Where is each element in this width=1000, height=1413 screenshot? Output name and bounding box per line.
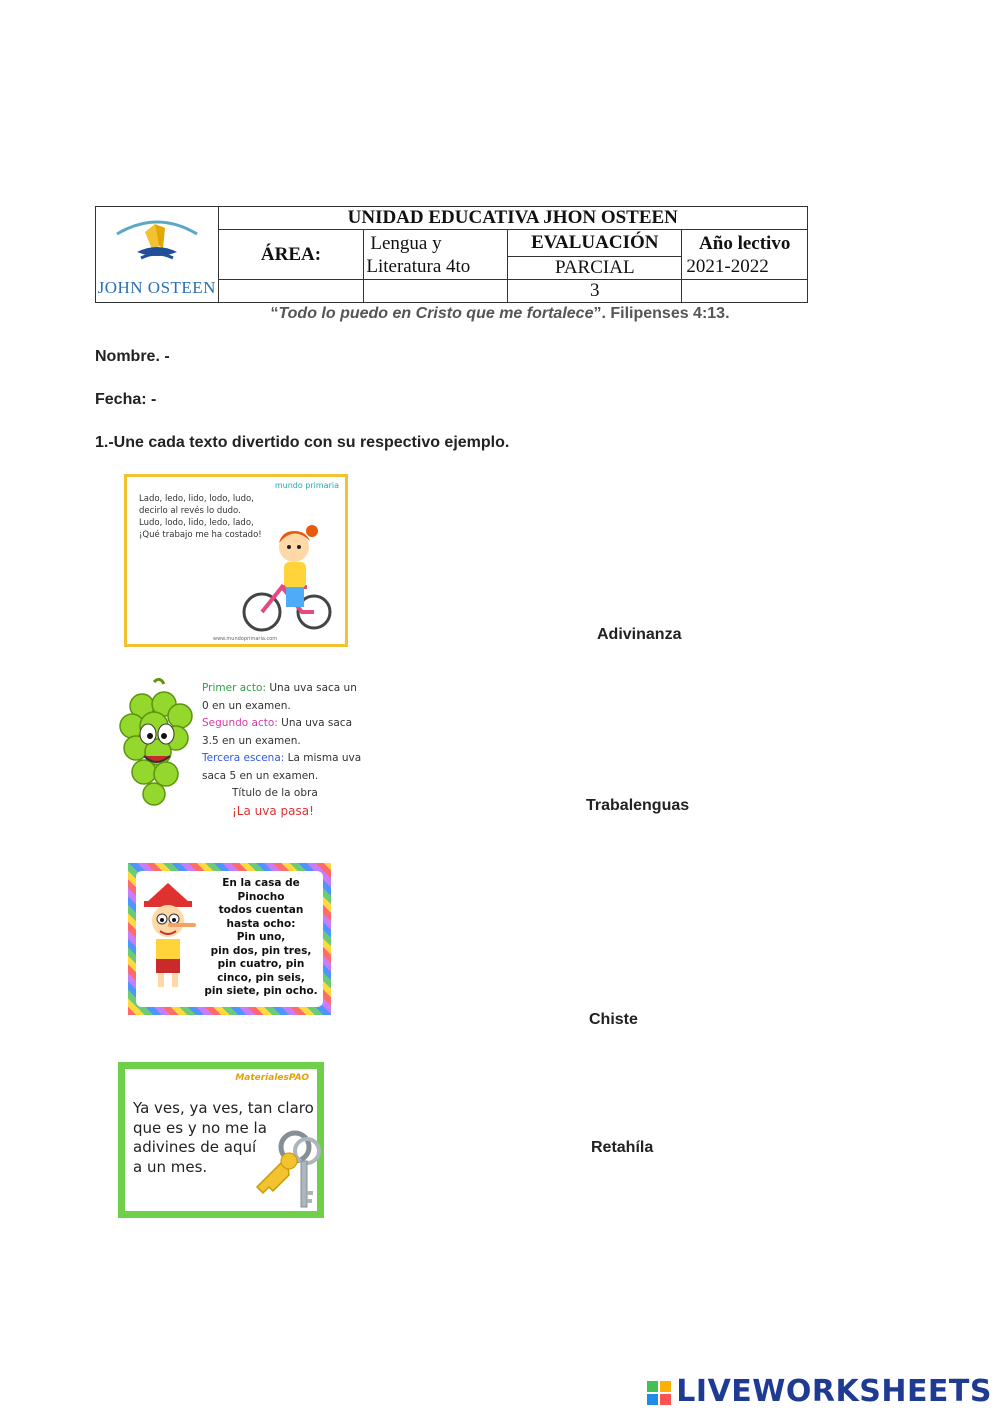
card4-line: adivines de aquí: [133, 1138, 257, 1156]
card2-act2-text2: 3.5 en un examen.: [202, 734, 301, 747]
year-value: 2021-2022: [686, 255, 769, 277]
card2-title-label: Título de la obra: [232, 787, 318, 799]
card2-answer: ¡La uva pasa!: [232, 803, 314, 818]
card2-act1-text2: 0 en un examen.: [202, 699, 291, 712]
empty-cell-2: [364, 280, 508, 303]
evaluation-number: 3: [508, 280, 682, 303]
card4-brand: MaterialesPAO: [235, 1073, 309, 1083]
quote-text: Todo lo puedo en Cristo que me fortalece: [278, 305, 594, 322]
example-card-2[interactable]: [110, 672, 362, 830]
card1-brand: mundo primaria: [274, 481, 339, 490]
card1-url: www.mundoprimaria.com: [213, 636, 278, 642]
school-logo-text: JOHN OSTEEN: [97, 277, 216, 297]
card2-act3-text: La misma uva: [284, 752, 362, 764]
example-card-4[interactable]: [118, 1062, 324, 1218]
example-card-1[interactable]: [124, 474, 348, 647]
card2-act2-text: Una uva saca: [277, 717, 353, 729]
card3-line: Pin uno,: [236, 931, 286, 943]
card3-inner: [136, 871, 323, 1007]
option-adivinanza[interactable]: Adivinanza: [597, 626, 682, 643]
pinocchio-illustration: [138, 881, 200, 991]
card1-line: Ludo, lodo, lido, ledo, lado,: [139, 518, 254, 528]
card3-line: pin dos, pin tres,: [210, 944, 312, 957]
card3-line: hasta ocho:: [226, 917, 296, 930]
keys-icon: [243, 1125, 325, 1215]
card4-line: Ya ves, ya ves, tan claro: [133, 1099, 314, 1117]
example-card-3[interactable]: [128, 863, 331, 1015]
subject-cell: [364, 230, 508, 280]
quote-ref: . Filipenses 4:13.: [601, 305, 730, 322]
card3-line: Pinocho: [237, 890, 285, 903]
year-cell: [682, 230, 808, 280]
option-retahila[interactable]: Retahíla: [591, 1139, 654, 1156]
option-trabalenguas[interactable]: Trabalenguas: [586, 797, 690, 814]
area-label: ÁREA:: [218, 230, 364, 280]
card3-line: pin siete, pin ocho.: [204, 985, 318, 997]
empty-cell-3: [682, 280, 808, 303]
card3-line: En la casa de: [222, 877, 300, 889]
card3-line: todos cuentan: [218, 904, 304, 916]
quote-close: ”: [593, 305, 602, 322]
liveworksheets-watermark[interactable]: [646, 1374, 992, 1409]
name-field-label: Nombre. -: [95, 348, 170, 365]
quote-open: “: [270, 305, 279, 322]
option-chiste[interactable]: Chiste: [589, 1011, 638, 1028]
evaluation-label: EVALUACIÓN: [508, 230, 682, 257]
school-logo-cell: [96, 207, 219, 303]
card2-text: [202, 680, 362, 820]
card3-line: pin cuatro, pin: [217, 958, 305, 970]
empty-cell-1: [218, 280, 364, 303]
date-field-label: Fecha: -: [95, 391, 157, 408]
card1-line: decirlo al revés lo dudo.: [139, 506, 241, 516]
card4-line: que es y no me la: [133, 1118, 267, 1137]
girl-bicycle-illustration: [232, 517, 332, 635]
bible-quote: [0, 305, 1000, 323]
school-name: UNIDAD EDUCATIVA JHON OSTEEN: [218, 207, 807, 230]
card2-act2-label: Segundo acto:: [202, 717, 278, 729]
card3-line: cinco, pin seis,: [217, 971, 305, 984]
card4-line: a un mes.: [133, 1157, 208, 1176]
watermark-text: LIVEWORKSHEETS: [676, 1374, 992, 1409]
subject-line-1: Lengua y: [370, 232, 442, 254]
instruction-text: 1.-Une cada texto divertido con su respectivo ejemplo.: [95, 434, 510, 451]
school-logo-icon: [107, 212, 207, 272]
grape-character-illustration: [114, 676, 198, 821]
card4-inner: [125, 1069, 317, 1211]
card3-text: [196, 877, 326, 999]
card2-act3-label: Tercera escena:: [202, 752, 285, 764]
card2-act3-text2: saca 5 en un examen.: [202, 769, 319, 782]
card2-act1-label: Primer acto:: [202, 682, 267, 694]
liveworksheets-logo-icon: [646, 1380, 672, 1406]
card1-line: Lado, ledo, lido, lodo, ludo,: [139, 494, 254, 504]
card1-line: ¡Qué trabajo me ha costado!: [139, 530, 262, 540]
year-label: Año lectivo: [699, 232, 791, 254]
header-table: [95, 206, 808, 303]
subject-line-2: Literatura 4to: [366, 255, 471, 277]
evaluation-type: PARCIAL: [508, 256, 682, 280]
card2-act1-text: Una uva saca un: [266, 682, 357, 694]
